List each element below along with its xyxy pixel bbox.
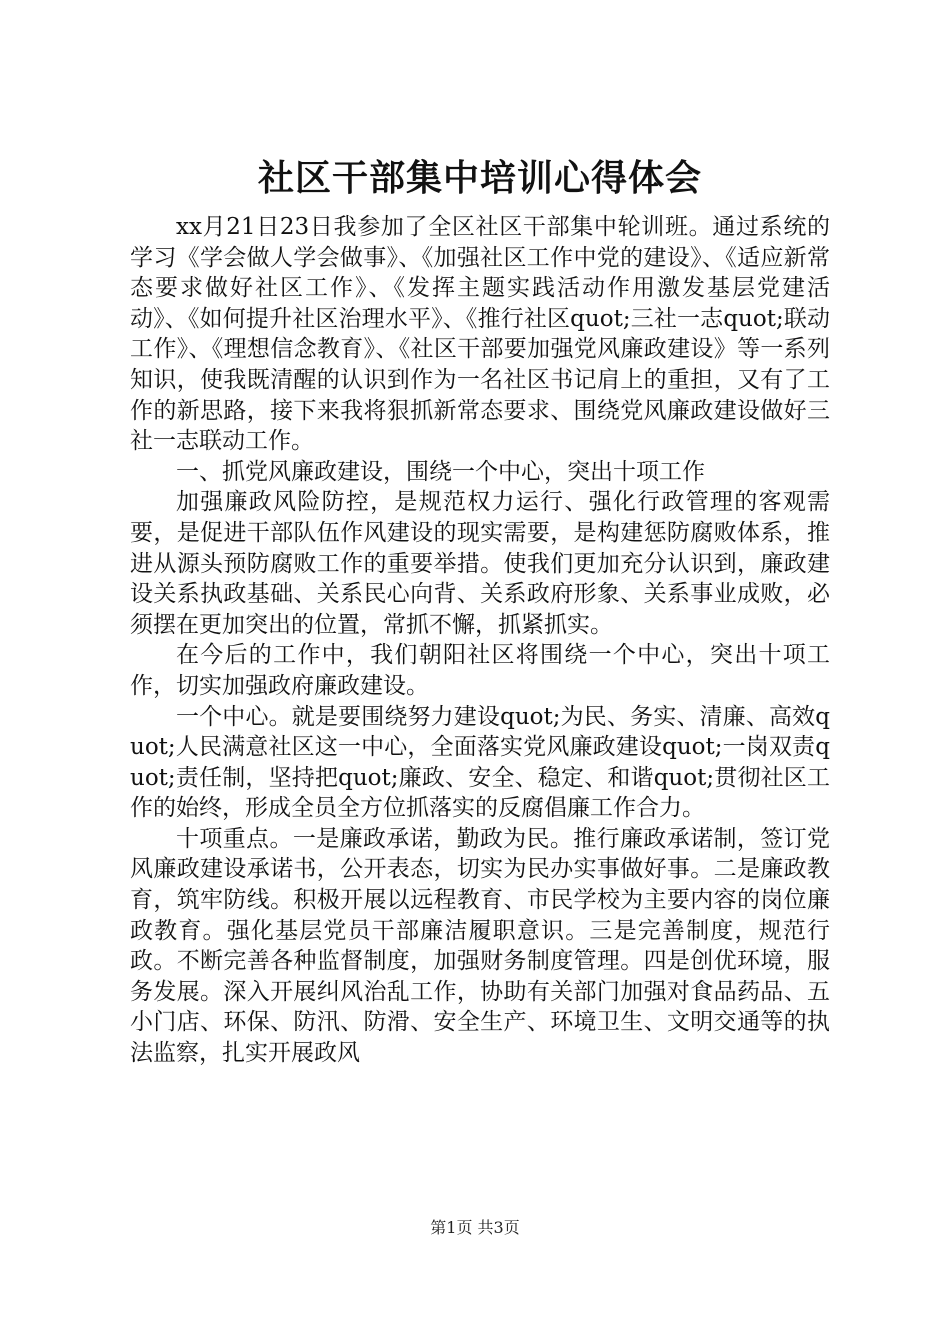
paragraph-intro: xx月21日23日我参加了全区社区干部集中轮训班。通过系统的学习《学会做人学会做事》、《加强社区工作中党的建设》、《适应新常态要求做好社区工作》、《发挥主题实践活动作用激发基层党建活动》、《如何提升社区治理水平》、《推行社区quot;三社一志quot;联动工作》、《理想信念教育》、《社区干部要加强党风廉政建设》等一系列知识，使我既清醒的认识到作为一名社区书记肩上的重担，又有了工作的新思路，接下来我将狠抓新常态要求、围绕党风廉政建设做好三社一志联动工作。: [130, 214, 830, 455]
paragraph-risk-control: 加强廉政风险防控，是规范权力运行、强化行政管理的客观需要，是促进干部队伍作风建设的现实需要，是构建惩防腐败体系，推进从源头预防腐败工作的重要举措。使我们更加充分认识到，廉政建设关系执政基础、关系民心向背、关系政府形象、关系事业成败，必须摆在更加突出的位置，常抓不懈，抓紧抓实。: [130, 489, 830, 638]
page-footer: 第1页 共3页: [430, 1218, 520, 1237]
document-page: [130, 150, 830, 1069]
paragraph-ten-priorities: 十项重点。一是廉政承诺，勤政为民。推行廉政承诺制，签订党风廉政建设承诺书，公开表态，切实为民办实事做好事。二是廉政教育，筑牢防线。积极开展以远程教育、市民学校为主要内容的岗位廉政教育。强化基层党员干部廉洁履职意识。三是完善制度，规范行政。不断完善各种监督制度，加强财务制度管理。四是创优环境，服务发展。深入开展纠风治乱工作，协助有关部门加强对食品药品、五小门店、环保、防汛、防滑、安全生产、环境卫生、文明交通等的执法监察，扎实开展政风: [130, 825, 830, 1067]
paragraph-one-center: 一个中心。就是要围绕努力建设quot;为民、务实、清廉、高效quot;人民满意社区这一中心，全面落实党风廉政建设quot;一岗双责quot;责任制，坚持把quot;廉政、安全、稳定、和谐quot;贯彻社区工作的始终，形成全员全方位抓落实的反腐倡廉工作合力。: [130, 703, 830, 822]
paragraph-future-work: 在今后的工作中，我们朝阳社区将围绕一个中心，突出十项工作，切实加强政府廉政建设。: [130, 642, 830, 699]
document-title: 社区干部集中培训心得体会: [257, 157, 702, 199]
section-heading-1: 一、抓党风廉政建设，围绕一个中心，突出十项工作: [176, 458, 705, 485]
